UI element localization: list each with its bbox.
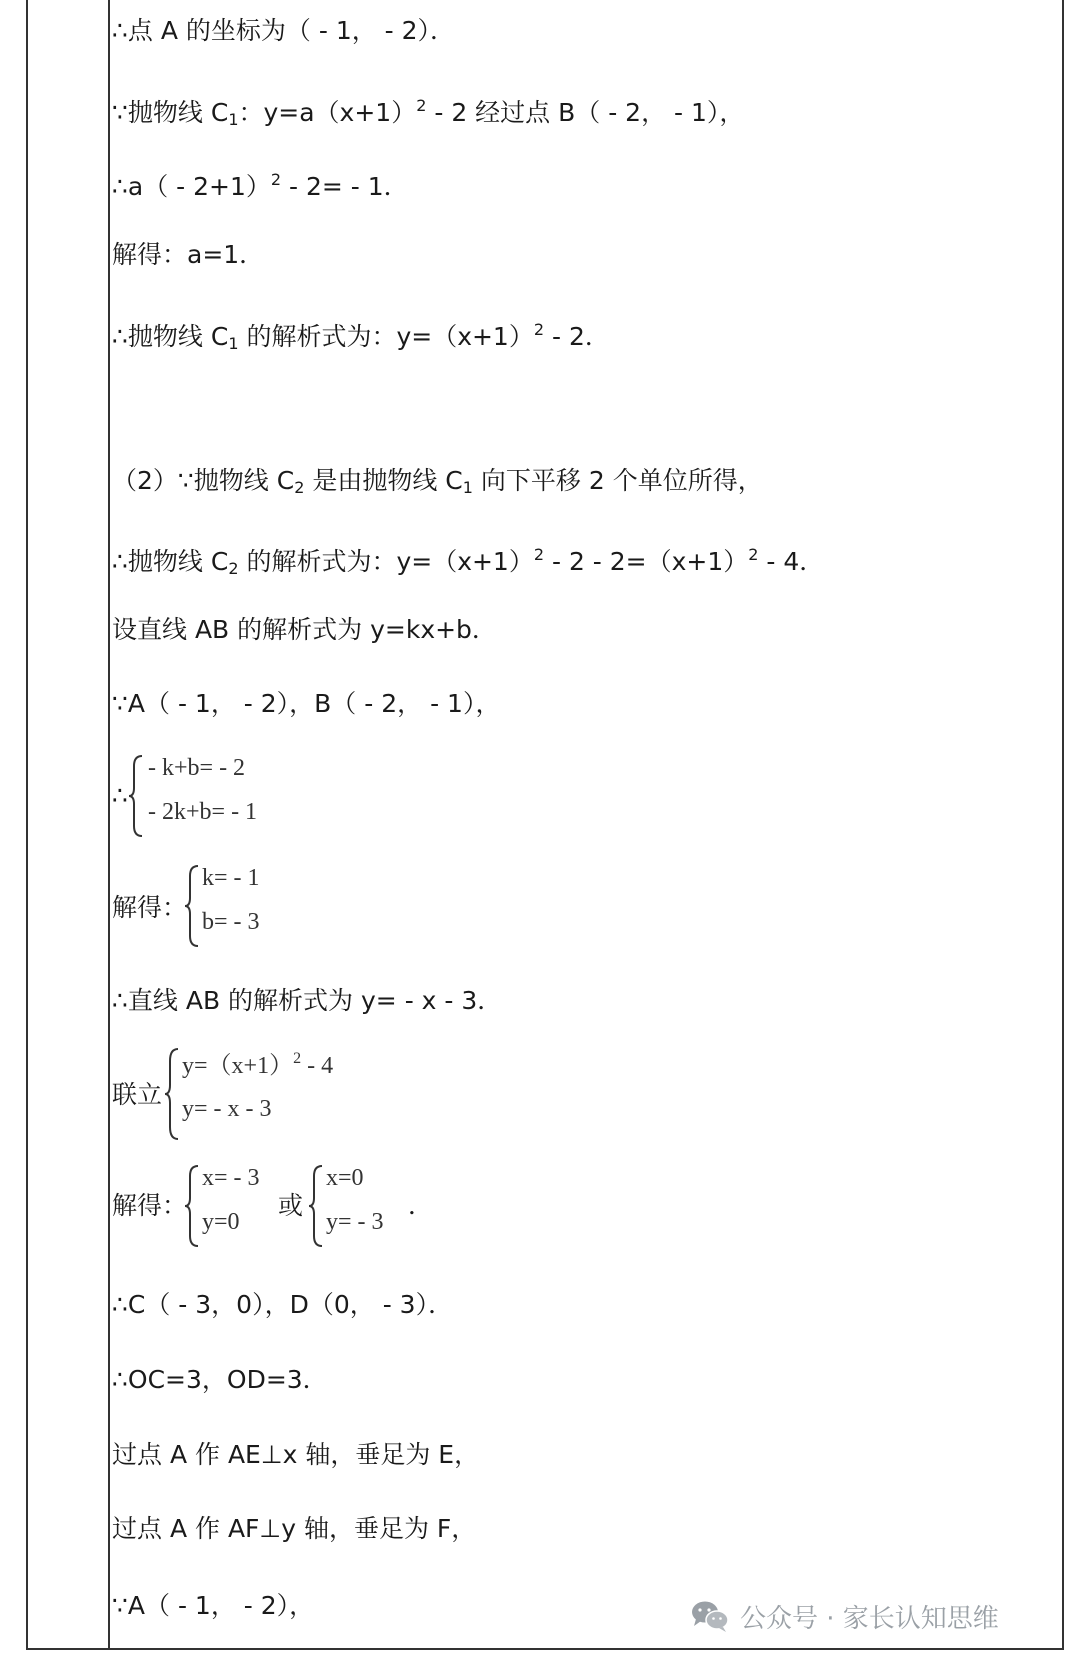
system-lead: 解得：: [112, 893, 188, 922]
solution-line: 解得：a=1．: [112, 240, 265, 269]
equation: $y=(x+1)^2 - 4$: [182, 1050, 334, 1079]
solution-line: ∴直线 AB 的解析式为 y= - x - 3．: [112, 986, 503, 1015]
table-border-right: [1062, 0, 1064, 1650]
equation: b= - 3: [202, 909, 260, 935]
solution-line: 设直线 AB 的解析式为 y=kx+b．: [112, 615, 497, 644]
table-border-left-inner: [108, 0, 110, 1650]
solution-line: ∴点 A 的坐标为（ - 1， - 2）．: [112, 16, 456, 45]
equation: y= - x - 3: [182, 1096, 272, 1122]
equation: y=0: [202, 1209, 240, 1235]
left-brace: [308, 1164, 324, 1248]
system-lead: 解得：: [112, 1191, 188, 1220]
left-brace: [184, 1164, 200, 1248]
system-lead: ∴: [112, 781, 128, 810]
table-border-left-outer: [26, 0, 28, 1650]
equation: y= - 3: [326, 1209, 384, 1235]
solution-line: ∵A（ - 1， - 2），: [112, 1591, 315, 1620]
equation: k= - 1: [202, 865, 260, 891]
solution-line: ∴抛物线 $C_2$ 的解析式为：$y=(x+1)^2 - 2 - 2=(x+1)^2 - 4$．: [112, 545, 825, 578]
system-lead: 联立: [112, 1080, 163, 1109]
equation: x=0: [326, 1165, 364, 1191]
left-brace: [184, 864, 200, 948]
table-border-bottom: [26, 1648, 1064, 1650]
solution-line: ∵A（ - 1， - 2），B（ - 2， - 1），: [112, 689, 501, 718]
equation: x= - 3: [202, 1165, 260, 1191]
solution-line: （2）∵抛物线 $C_2$ 是由抛物线 $C_1$ 向下平移 2 个单位所得，: [112, 466, 763, 497]
solution-line: ∵抛物线 $C_1$：$y=a(x+1)^2 - 2$ 经过点 B（ - 2， - 1），: [112, 96, 745, 129]
solution-line: ∴OC=3，OD=3．: [112, 1365, 328, 1394]
equation-system: [112, 1043, 412, 1143]
system-connector: 或: [278, 1191, 304, 1220]
left-brace: [128, 754, 144, 838]
equation: - k+b= - 2: [148, 755, 246, 781]
system-tail: ．: [408, 1191, 434, 1220]
watermark: [690, 1596, 999, 1636]
left-brace: [164, 1047, 180, 1143]
watermark-text: 公众号 · 家长认知思维: [740, 1603, 999, 1634]
equation-system: [112, 752, 312, 842]
solution-line: ∴抛物线 $C_1$ 的解析式为：$y=(x+1)^2 - 2$．: [112, 320, 610, 353]
equation: - 2k+b= - 1: [148, 799, 258, 825]
equation-system: [112, 1162, 432, 1252]
wechat-icon: [690, 1599, 730, 1633]
solution-line: 过点 A 作 AF⊥y 轴，垂足为 F，: [112, 1514, 477, 1543]
solution-line: ∴C（ - 3，0），D（0， - 3）．: [112, 1290, 454, 1319]
solution-line: 过点 A 作 AE⊥x 轴，垂足为 E，: [112, 1440, 480, 1469]
equation-system: [112, 862, 312, 952]
solution-line: ∴a（ - 2+1）$^2$ - 2= - 1．: [112, 170, 409, 201]
